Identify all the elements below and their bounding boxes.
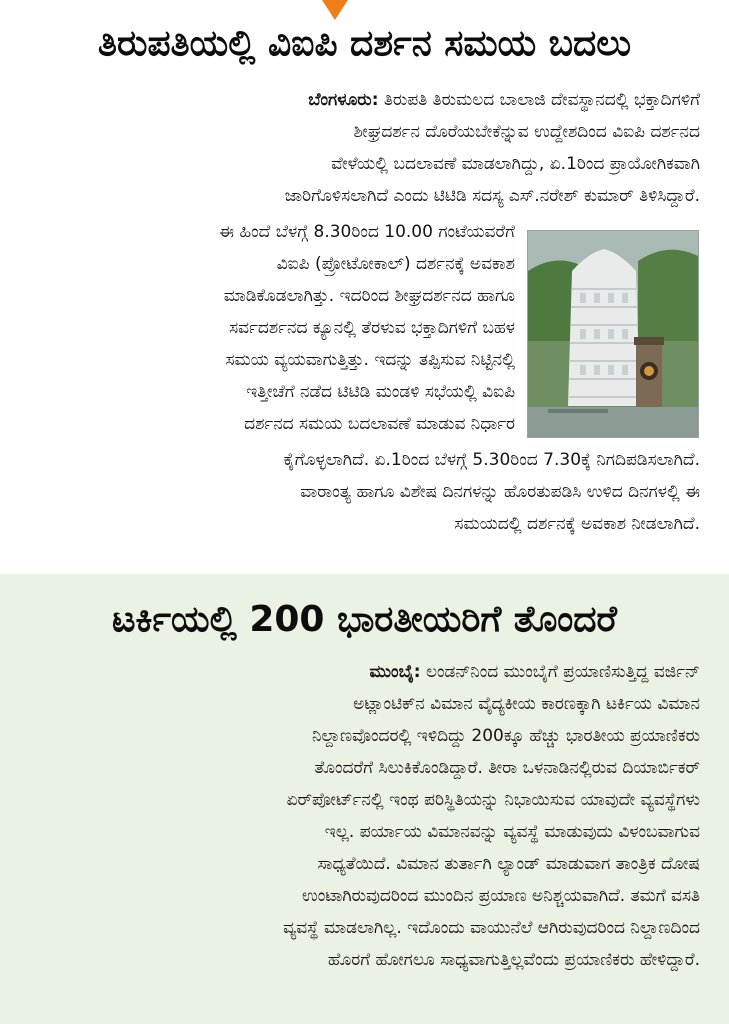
article-line: ನಿಲ್ದಾಣವೊಂದರಲ್ಲಿ ಇಳಿದಿದ್ದು 200ಕ್ಕೂ ಹೆಚ್ಚು ಭಾರತೀಯ ಪ್ರಯಾಣಿಕರು bbox=[311, 726, 700, 746]
headline-turkey: ಟರ್ಕಿಯಲ್ಲಿ 200 ಭಾರತೀಯರಿಗೆ ತೊಂದರೆ bbox=[112, 599, 617, 640]
article-line: ವ್ಯವಸ್ಥೆ ಮಾಡಲಾಗಿಲ್ಲ. ಇದೊಂದು ವಾಯುನೆಲೆ ಆಗಿರುವುದರಿಂದ ನಿಲ್ದಾಣದಿಂದ bbox=[282, 918, 700, 938]
article-turkey bbox=[0, 574, 729, 1024]
article-line: ಶೀಘ್ರದರ್ಶನ ದೊರೆಯಬೇಕೆನ್ನುವ ಉದ್ದೇಶದಿಂದ ವಿಐಪಿ ದರ್ಶನದ bbox=[353, 122, 700, 142]
article-line: ವಾರಾಂತ್ಯ ಹಾಗೂ ವಿಶೇಷ ದಿನಗಳನ್ನು ಹೊರತುಪಡಿಸಿ ಉಳಿದ ದಿನಗಳಲ್ಲಿ ಈ bbox=[300, 482, 700, 502]
article-line: ಇಲ್ಲ. ಪರ್ಯಾಯ ವಿಮಾನವನ್ನು ವ್ಯವಸ್ಥೆ ಮಾಡುವುದು ವಿಳಂಬವಾಗುವ bbox=[324, 822, 700, 842]
article-line: ತೊಂದರೆಗೆ ಸಿಲುಕಿಕೊಂಡಿದ್ದಾರೆ. ತೀರಾ ಒಳನಾಡಿನಲ್ಲಿರುವ ದಿಯಾರ್ಬಿಕರ್ bbox=[314, 758, 700, 778]
article-line: ಮಾಡಿಕೊಡಲಾಗಿತ್ತು. ಇದರಿಂದ ಶೀಘ್ರದರ್ಶನದ ಹಾಗೂ bbox=[223, 286, 515, 306]
article-line: ವೇಳೆಯಲ್ಲಿ ಬದಲಾವಣೆ ಮಾಡಲಾಗಿದ್ದು, ಏ.1ರಿಂದ ಪ್ರಾಯೋಗಿಕವಾಗಿ bbox=[331, 154, 700, 174]
article-line: ಇತ್ತೀಚೆಗೆ ನಡೆದ ಟಿಟಿಡಿ ಮಂಡಳಿ ಸಭೆಯಲ್ಲಿ ವಿಐಪಿ bbox=[246, 382, 515, 402]
temple-photo-drawing bbox=[528, 231, 698, 437]
temple-photo bbox=[527, 230, 699, 438]
article-line: ಜಾರಿಗೊಳಿಸಲಾಗಿದೆ ಎಂದು ಟಿಟಿಡಿ ಸದಸ್ಯ ಎಸ್.ನರೇಶ್ ಕುಮಾರ್ ತಿಳಿಸಿದ್ದಾರೆ. bbox=[284, 186, 700, 206]
line-text: ತಿರುಪತಿ ತಿರುಮಲದ ಬಾಲಾಜಿ ದೇವಸ್ಥಾನದಲ್ಲಿ ಭಕ್ತಾದಿಗಳಿಗೆ bbox=[383, 90, 700, 110]
line-text: ಲಂಡನ್‌ನಿಂದ ಮುಂಬೈಗೆ ಪ್ರಯಾಣಿಸುತ್ತಿದ್ದ ವರ್ಜಿನ್ bbox=[425, 662, 700, 682]
dateline: ಮುಂಬೈ: bbox=[369, 662, 421, 682]
article-line: ಕೈಗೊಳ್ಳಲಾಗಿದೆ. ಏ.1ರಿಂದ ಬೆಳಗ್ಗೆ 5.30ರಿಂದ 7.30ಕ್ಕೆ ನಿಗದಿಪಡಿಸಲಾಗಿದೆ. bbox=[283, 450, 700, 470]
dateline: ಬೆಂಗಳೂರು: bbox=[308, 90, 379, 110]
triangle-marker-icon bbox=[322, 0, 348, 20]
article-line: ಸಾಧ್ಯತೆಯಿದೆ. ವಿಮಾನ ತುರ್ತಾಗಿ ಲ್ಯಾಂಡ್ ಮಾಡುವಾಗ ತಾಂತ್ರಿಕ ದೋಷ bbox=[317, 854, 700, 874]
article-line bbox=[88, 88, 700, 112]
headline-tirupati: ತಿರುಪತಿಯಲ್ಲಿ ವಿಐಪಿ ದರ್ಶನ ಸಮಯ ಬದಲು bbox=[97, 23, 632, 64]
article-line: ಅಟ್ಲಾಂಟಿಕ್‌ನ ವಿಮಾನ ವೈದ್ಯಕೀಯ ಕಾರಣಕ್ಕಾಗಿ ಟರ್ಕಿಯ ವಿಮಾನ bbox=[353, 694, 700, 714]
article-line: ವಿಐಪಿ (ಪ್ರೋಟೋಕಾಲ್) ದರ್ಶನಕ್ಕೆ ಅವಕಾಶ bbox=[276, 254, 515, 274]
article-line: ಸಮಯದಲ್ಲಿ ದರ್ಶನಕ್ಕೆ ಅವಕಾಶ ನೀಡಲಾಗಿದೆ. bbox=[454, 514, 700, 534]
article-line: ಏರ್‌ಪೋರ್ಟ್‌ನಲ್ಲಿ ಇಂಥ ಪರಿಸ್ಥಿತಿಯನ್ನು ನಿಭಾಯಿಸುವ ಯಾವುದೇ ವ್ಯವಸ್ಥೆಗಳು bbox=[286, 790, 700, 810]
article-line: ಸಮಯ ವ್ಯಯವಾಗುತ್ತಿತ್ತು. ಇದನ್ನು ತಪ್ಪಿಸುವ ನಿಟ್ಟಿನಲ್ಲಿ bbox=[225, 350, 515, 370]
article-line bbox=[160, 660, 700, 684]
article-line: ಉಂಟಾಗಿರುವುದರಿಂದ ಮುಂದಿನ ಪ್ರಯಾಣ ಅನಿಶ್ಚಯವಾಗಿದೆ. ತಮಗೆ ವಸತಿ bbox=[301, 886, 700, 906]
article-line: ಹೊರಗೆ ಹೋಗಲೂ ಸಾಧ್ಯವಾಗುತ್ತಿಲ್ಲವೆಂದು ಪ್ರಯಾಣಿಕರು ಹೇಳಿದ್ದಾರೆ. bbox=[327, 950, 700, 970]
article-line: ಸರ್ವದರ್ಶನದ ಕ್ಯೂನಲ್ಲಿ ತೆರಳುವ ಭಕ್ತಾದಿಗಳಿಗೆ ಬಹಳ bbox=[229, 318, 515, 338]
article-line: ದರ್ಶನದ ಸಮಯ ಬದಲಾವಣೆ ಮಾಡುವ ನಿರ್ಧಾರ bbox=[244, 414, 515, 434]
article-line: ಈ ಹಿಂದೆ ಬೆಳಗ್ಗೆ 8.30ರಿಂದ 10.00 ಗಂಟೆಯವರೆಗೆ bbox=[219, 222, 515, 242]
